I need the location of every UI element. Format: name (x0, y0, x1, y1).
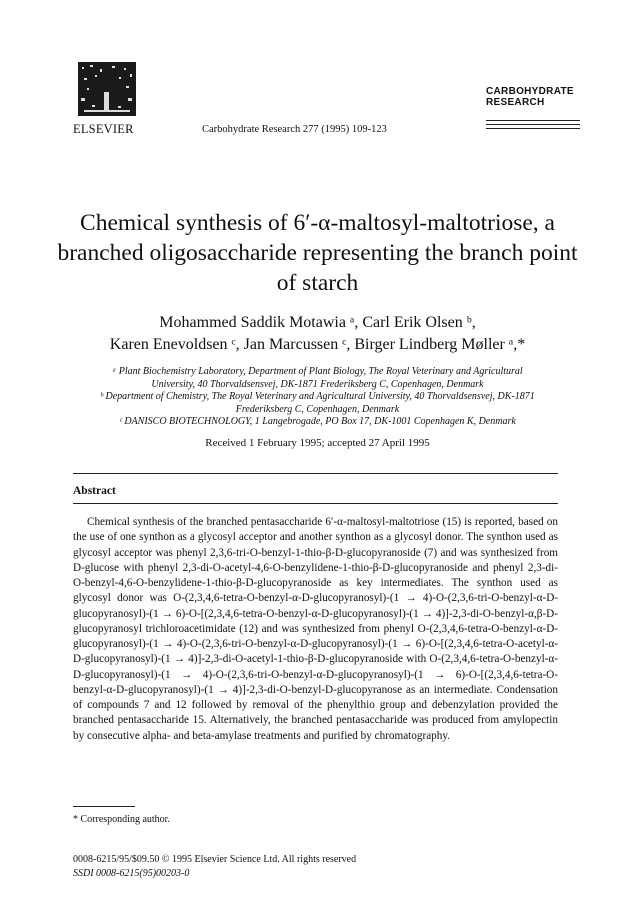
journal-title (486, 86, 574, 108)
affiliation-line: ᵇ Department of Chemistry, The Royal Veterinary and Agricultural University, 40 Thorvaldsensvej, DK-1871 (100, 391, 535, 403)
header-rule (486, 128, 580, 129)
affiliation-line: ᵃ Plant Biochemistry Laboratory, Department of Plant Biology, The Royal Veterinary and Agricultural (112, 366, 523, 377)
section-rule (73, 473, 558, 474)
header-rule (486, 120, 580, 121)
paper-title: Chemical synthesis of 6′-α-maltosyl-maltotriose, a branched oligosaccharide representing the branch point of starch (57, 210, 578, 296)
footnote-rule (73, 806, 135, 807)
abstract-paragraph: Chemical synthesis of the branched pentasaccharide 6′-α-maltosyl-maltotriose (15) is reported, based on the use of one synthon as a glycosyl acceptor and another synthon as a glycosyl donor. The synthon used as glycosyl acceptor was phenyl 2,3,6-tri-O-benzyl-1-thio-β-D-glucopyranoside (7) and was synthesized from D-glucose with phenyl 2,3-di-O-acetyl-4,6-O-benzylidene-1-thio-β-D-glucopyranoside and phenyl 2,3-di-O-benzyl-4,6-O-benzylidene-1-thio-β-D-glucopyranoside as key intermediates. The synthon used as glycosyl donor was O-(2,3,4,6-tetra-O-benzyl-α-D-glucopyranosyl)-(1 → 4)-O-(2,3,6-tri-O-benzyl-α-D-glucopyranosyl)-(1 → 6)-O-[(2,3,4,6-tetra-O-benzyl-α-D-glucopyranosyl)-(1 → 4)]-2,3-di-O-benzyl-α,β-D-glucopyranosyl trichloroacetimidate (12) and was synthesized from phenyl O-(2,3,4,6-tetra-O-benzyl-α-D-glucopyranosyl)-(1 → 4)-O-(2,3,6-tri-O-benzyl-α-D-glucopyranosyl)-(1 → 6)-O-[(2,3,4,6-tetra-O-acetyl-α-D-glucopyranosyl)-(1 → 4)]-2,3-di-O-acetyl-1-thio-β-D-glucopyranoside with O-(2,3,4,6-tetra-O-benzyl-α-D-glucopyranosyl)-(1 → 4)-O-(2,3,6-tri-O-benzyl-α-D-glucopyranosyl)-(1 → 6)-O-[(2,3,4,6-tetra-O-benzyl-α-D-glucopyranosyl)-(1 → 4)]-2,3-di-O-benzyl-D-glucopyranose as an intermediate. Condensation of compounds 7 and 12 followed by removal of the phenylthio group and debenzylation provided the branched pentasaccharide 15. Alternatively, the branched pentasaccharide was produced from amylopectin by consecutive alpha- and beta-amylase treatments and purified by chromatography. (73, 516, 558, 742)
abstract-body (73, 515, 558, 744)
affiliation-line: ᶜ DANISCO BIOTECHNOLOGY, 1 Langebrogade, PO Box 17, DK-1001 Copenhagen K, Denmark (119, 416, 516, 428)
corresponding-author-footnote: * Corresponding author. (73, 814, 170, 825)
journal-title-line-2: RESEARCH (486, 97, 545, 108)
section-rule (73, 503, 558, 504)
publisher-name: ELSEVIER (73, 122, 134, 136)
received-dates: Received 1 February 1995; accepted 27 April 1995 (205, 437, 430, 449)
copyright-line: 0008-6215/95/$09.50 © 1995 Elsevier Science Ltd. All rights reserved (73, 854, 357, 865)
affiliation-line: Frederiksberg C, Copenhagen, Denmark (235, 403, 400, 415)
authors-line-1: Mohammed Saddik Motawia ᵃ, Carl Erik Olsen ᵇ, (159, 314, 476, 331)
ssdi-line: SSDI 0008-6215(95)00203-0 (73, 868, 190, 879)
affiliations (60, 366, 575, 429)
header-rule (486, 124, 580, 125)
elsevier-tree-logo (78, 62, 136, 116)
author-list (40, 312, 595, 356)
abstract-heading: Abstract (73, 485, 116, 497)
copyright-block (73, 853, 356, 881)
affiliation-line: University, 40 Thorvaldsensvej, DK-1871 Frederiksberg C, Copenhagen, Denmark (151, 378, 484, 390)
journal-title-line-1: CARBOHYDRATE (486, 86, 574, 97)
authors-line-2: Karen Enevoldsen ᶜ, Jan Marcussen ᶜ, Birger Lindberg Møller ᵃ,* (109, 336, 526, 353)
journal-citation: Carbohydrate Research 277 (1995) 109-123 (202, 124, 387, 135)
